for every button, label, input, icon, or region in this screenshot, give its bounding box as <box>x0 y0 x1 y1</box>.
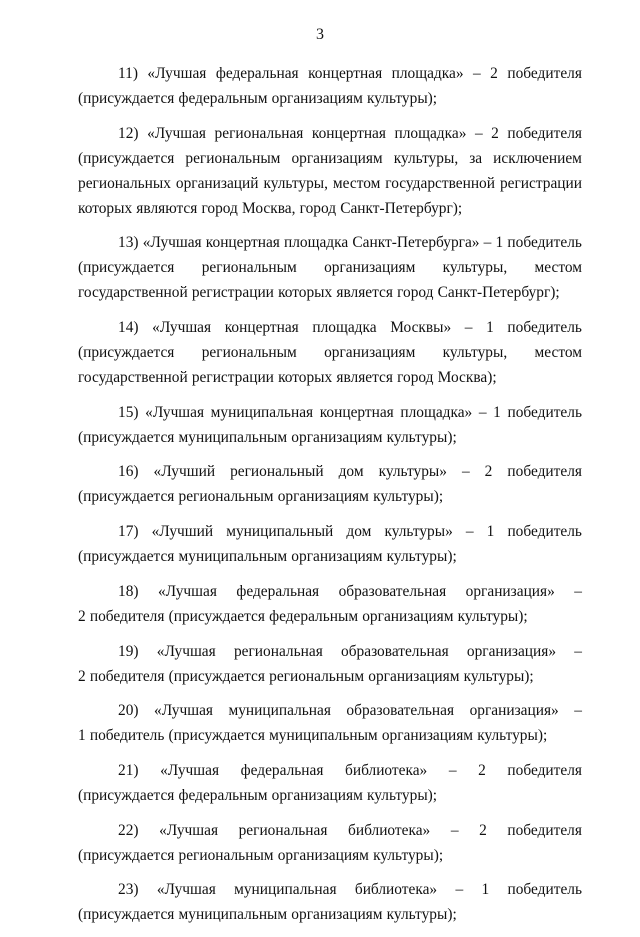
word: 1 <box>78 727 86 745</box>
word: город <box>201 199 238 217</box>
word: (присуждается <box>78 344 175 362</box>
word: государственной <box>78 284 188 302</box>
word: организациям <box>291 548 383 566</box>
word: региональная <box>233 642 323 660</box>
word: культуры» <box>378 463 447 481</box>
word: (присуждается <box>78 90 175 107</box>
word: за <box>469 149 483 167</box>
item-heading-line <box>78 818 582 843</box>
word: организациям <box>324 344 416 362</box>
word: 19) <box>118 642 139 660</box>
word: региональная <box>238 821 328 839</box>
word: которых <box>78 199 133 217</box>
word: – <box>465 523 474 541</box>
word: муниципальная <box>228 702 331 720</box>
word: Санкт-Петербург); <box>340 199 463 217</box>
word: организаций <box>175 174 259 192</box>
word: 2 <box>491 124 499 142</box>
word: исключением <box>493 149 582 167</box>
word: региональным <box>201 259 297 277</box>
item-text-line <box>78 544 582 569</box>
word: (присуждается <box>168 667 265 685</box>
word: концертная <box>308 65 383 82</box>
word: муниципальным <box>178 428 288 446</box>
word: регистрации <box>191 369 274 387</box>
word: культуры» <box>384 523 453 541</box>
word: культуры); <box>386 548 457 566</box>
item-heading-line <box>78 121 582 146</box>
word: федеральным <box>269 607 359 625</box>
word: культуры); <box>367 786 438 804</box>
word: концертная <box>205 234 280 252</box>
item-text-line <box>78 425 582 450</box>
word: 1 <box>495 234 504 252</box>
item-text-line <box>78 196 582 221</box>
list-item <box>78 459 582 509</box>
word: концертная <box>224 319 299 337</box>
item-heading-line <box>78 315 582 340</box>
word: (присуждается <box>168 607 265 625</box>
word: библиотека» <box>348 821 431 839</box>
word: «Лучшая <box>147 124 207 142</box>
word: «Лучшая <box>145 403 205 421</box>
word: культуры); <box>367 90 438 107</box>
list-item <box>78 639 582 689</box>
word: победитель <box>507 319 582 337</box>
word: – <box>574 582 582 600</box>
word: дом <box>346 523 372 541</box>
item-text-line <box>78 604 582 629</box>
word: – <box>574 642 582 660</box>
word: культуры); <box>373 488 444 506</box>
word: «Лучший <box>151 523 214 541</box>
item-heading-line <box>78 579 582 604</box>
word: организациям <box>271 786 363 804</box>
list-item <box>78 315 582 390</box>
word: Санкт-Петербург); <box>437 284 560 302</box>
word: образовательная <box>346 702 455 720</box>
word: организациям <box>291 428 383 446</box>
word: Москва); <box>437 369 497 387</box>
word: культуры); <box>457 607 528 625</box>
word: организациям <box>271 90 363 107</box>
word: «Лучшая <box>160 761 220 779</box>
word: 20) <box>118 702 139 720</box>
word: – <box>474 124 483 142</box>
word: федеральная <box>215 65 299 82</box>
word: 15) <box>118 403 139 421</box>
word: местом <box>534 259 582 277</box>
word: – <box>461 463 470 481</box>
word: 12) <box>118 124 139 142</box>
item-text-line <box>78 484 582 509</box>
word: 1 <box>486 523 495 541</box>
word: (присуждается <box>78 786 175 804</box>
word: (присуждается <box>78 428 175 446</box>
item-text-line <box>78 723 582 748</box>
list-item <box>78 230 582 305</box>
word: библиотека» <box>354 881 438 899</box>
word: муниципальная <box>210 403 314 421</box>
word: площадка» <box>400 403 473 421</box>
word: – <box>473 65 481 82</box>
word: победителя <box>507 65 582 82</box>
word: 14) <box>118 319 139 337</box>
item-text-line <box>78 664 582 689</box>
word: региональных <box>78 174 171 192</box>
word: муниципальным <box>178 906 288 924</box>
word: победитель <box>507 234 582 252</box>
word: региональным <box>185 149 281 167</box>
item-text-line <box>78 340 582 365</box>
word: организация» <box>469 702 559 720</box>
word: площадка» <box>391 65 464 82</box>
word: культуры); <box>386 428 457 446</box>
list-item <box>78 519 582 569</box>
word: региональный <box>230 463 324 481</box>
word: «Лучший <box>153 463 216 481</box>
word: «Лучшая <box>159 821 219 839</box>
word: 2 <box>78 667 86 685</box>
word: 2 <box>490 65 498 82</box>
word: Москвы» <box>390 319 452 337</box>
word: победитель <box>507 881 582 899</box>
word: 13) <box>118 234 139 252</box>
list-item <box>78 121 582 221</box>
word: организациям <box>324 259 416 277</box>
item-text-line <box>78 902 582 927</box>
word: организациям <box>277 846 369 864</box>
word: – <box>574 702 582 720</box>
word: регистрации <box>499 174 582 192</box>
word: 1 <box>486 319 494 337</box>
item-heading-line <box>78 758 582 783</box>
word: 2 <box>78 607 86 625</box>
word: 2 <box>478 761 486 779</box>
list-item <box>78 579 582 629</box>
item-heading-line <box>78 698 582 723</box>
item-heading-line <box>78 400 582 425</box>
word: организациям <box>277 488 369 506</box>
word: региональным <box>201 344 297 362</box>
word: город <box>299 199 337 217</box>
word: образовательная <box>338 582 447 600</box>
list-item <box>78 61 582 111</box>
item-heading-line <box>78 519 582 544</box>
word: местом <box>534 344 582 362</box>
word: Москва, <box>242 199 296 217</box>
word: площадка <box>284 234 349 252</box>
word: культуры, <box>442 259 508 277</box>
item-text-line <box>78 86 582 111</box>
word: федеральная <box>236 582 320 600</box>
word: дом <box>338 463 364 481</box>
item-text-line <box>78 365 582 390</box>
word: местом <box>332 174 381 192</box>
word: которых <box>278 369 333 387</box>
word: 21) <box>118 761 139 779</box>
item-text-line <box>78 280 582 305</box>
list-item <box>78 698 582 748</box>
word: образовательная <box>341 642 449 660</box>
page-number: 3 <box>316 26 324 43</box>
word: – <box>478 403 487 421</box>
word: муниципальный <box>226 523 334 541</box>
word: победитель <box>89 727 165 745</box>
word: культуры); <box>477 727 548 745</box>
word: город <box>397 369 434 387</box>
word: (присуждается <box>168 727 265 745</box>
document-body <box>78 61 582 937</box>
word: культуры); <box>373 846 444 864</box>
word: (присуждается <box>78 846 175 864</box>
word: федеральным <box>178 786 268 804</box>
list-item <box>78 400 582 450</box>
word: «Лучшая <box>156 642 216 660</box>
word: площадка» <box>394 124 467 142</box>
word: культуры, <box>263 174 328 192</box>
word: город <box>397 284 434 302</box>
word: которых <box>278 284 333 302</box>
word: государственной <box>78 369 188 387</box>
word: победителя <box>507 761 582 779</box>
word: 11) <box>118 65 138 82</box>
word: муниципальным <box>269 727 378 745</box>
word: – <box>464 319 473 337</box>
word: государственной <box>385 174 495 192</box>
word: организациям <box>362 607 454 625</box>
word: муниципальным <box>178 548 288 566</box>
word: 18) <box>118 582 139 600</box>
item-text-line <box>78 255 582 280</box>
list-item <box>78 818 582 868</box>
word: федеральная <box>240 761 324 779</box>
word: культуры, <box>442 344 508 362</box>
word: – <box>450 821 459 839</box>
word: муниципальная <box>234 881 337 899</box>
word: площадка <box>312 319 377 337</box>
word: культуры, <box>393 149 459 167</box>
word: победитель <box>507 403 582 421</box>
word: региональным <box>178 488 274 506</box>
word: «Лучшая <box>156 881 216 899</box>
item-text-line <box>78 843 582 868</box>
word: 17) <box>118 523 139 541</box>
word: является <box>336 369 393 387</box>
word: (присуждается <box>78 149 175 167</box>
word: (присуждается <box>78 259 175 277</box>
word: – <box>483 234 492 252</box>
word: организация» <box>465 582 555 600</box>
item-heading-line <box>78 459 582 484</box>
word: победителя <box>89 667 165 685</box>
word: библиотека» <box>345 761 428 779</box>
word: 2 <box>479 821 487 839</box>
word: победителя <box>507 821 582 839</box>
word: победителя <box>507 124 582 142</box>
item-text-line <box>78 146 582 171</box>
word: организациям <box>291 149 383 167</box>
item-heading-line <box>78 877 582 902</box>
word: организациям <box>368 667 460 685</box>
word: «Лучшая <box>147 65 207 82</box>
word: «Лучшая <box>157 582 217 600</box>
word: региональным <box>178 846 274 864</box>
word: организациям <box>381 727 474 745</box>
item-heading-line <box>78 639 582 664</box>
word: (присуждается <box>78 548 175 566</box>
word: – <box>455 881 464 899</box>
word: «Лучшая <box>152 319 212 337</box>
word: победителя <box>507 463 582 481</box>
word: региональным <box>269 667 365 685</box>
word: концертная <box>311 124 386 142</box>
word: является <box>336 284 393 302</box>
word: культуры); <box>463 667 534 685</box>
item-text-line <box>78 783 582 808</box>
word: победителя <box>89 607 165 625</box>
word: (присуждается <box>78 906 175 924</box>
word: культуры); <box>386 906 457 924</box>
word: являются <box>136 199 198 217</box>
item-text-line <box>78 171 582 196</box>
list-item <box>78 758 582 808</box>
word: – <box>448 761 457 779</box>
word: организация» <box>466 642 557 660</box>
word: победитель <box>507 523 582 541</box>
word: региональная <box>214 124 304 142</box>
word: (присуждается <box>78 488 175 506</box>
word: Санкт-Петербурга» <box>352 234 480 252</box>
word: 1 <box>481 881 490 899</box>
word: регистрации <box>191 284 274 302</box>
list-item <box>78 877 582 927</box>
word: организациям <box>291 906 383 924</box>
item-heading-line <box>78 61 582 86</box>
word: 16) <box>118 463 139 481</box>
item-heading-line <box>78 230 582 255</box>
word: «Лучшая <box>142 234 202 252</box>
word: 1 <box>493 403 501 421</box>
word: 22) <box>118 821 139 839</box>
word: концертная <box>319 403 394 421</box>
word: 23) <box>118 881 139 899</box>
word: 2 <box>484 463 493 481</box>
word: «Лучшая <box>154 702 213 720</box>
word: федеральным <box>178 90 268 107</box>
